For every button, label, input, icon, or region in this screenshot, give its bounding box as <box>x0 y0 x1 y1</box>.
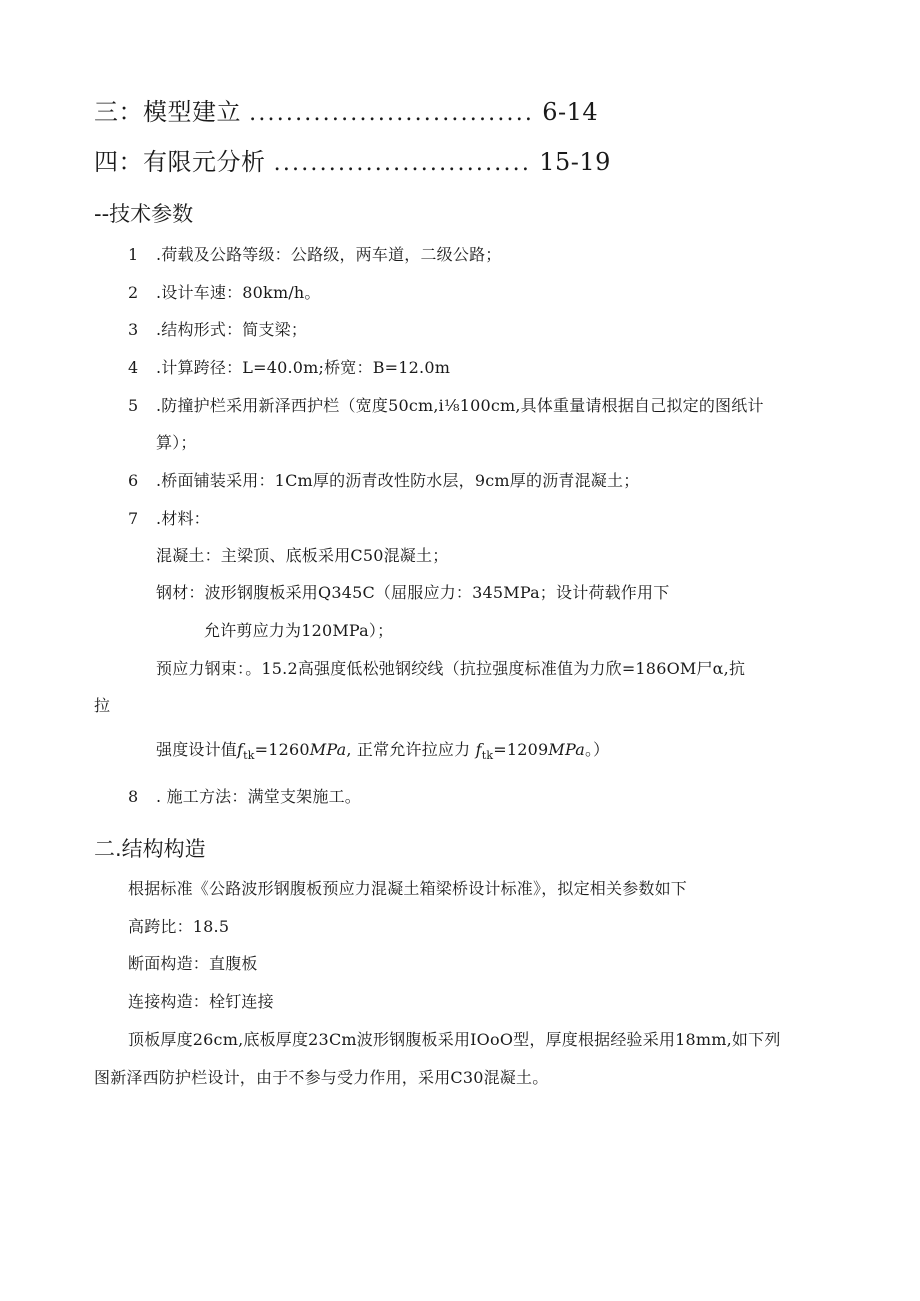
item-number: 3 <box>128 320 139 339</box>
item-text: .计算跨径：L=40.0m;桥宽：B=12.0m <box>156 358 451 377</box>
item-number: 6 <box>128 471 139 490</box>
item-number: 5 <box>128 396 139 415</box>
structure-intro: 根据标准《公路波形钢腹板预应力混凝土箱梁桥设计标准》，拟定相关参数如下 <box>128 879 688 898</box>
f-symbol: f <box>475 740 482 759</box>
structure-paragraph-cont: 图新泽西防护栏设计，由于不参与受力作用，采用C30混凝土。 <box>94 1068 549 1087</box>
list-item <box>128 280 321 303</box>
toc-label: 三：模型建立 <box>94 98 241 126</box>
material-steel-cont: 允许剪应力为120MPa）； <box>204 621 394 640</box>
list-item <box>128 317 307 340</box>
item-number: 7 <box>128 509 139 528</box>
structure-section: 断面构造：直腹板 <box>128 954 258 973</box>
section-heading-structure: 二.结构构造 <box>94 837 206 861</box>
item-number: 8 <box>128 787 139 806</box>
list-item <box>128 355 450 378</box>
item-text: .防撞护栏采用新泽西护栏（宽度50cm,i⅛100cm,具体重量请根据自己拟定的图纸计 <box>156 396 764 415</box>
item-text: .荷载及公路等级：公路级，两车道，二级公路； <box>156 245 502 264</box>
list-item <box>128 393 764 416</box>
item-text: .材料： <box>156 509 210 528</box>
section-heading-tech-params: --技术参数 <box>94 202 194 226</box>
structure-connection: 连接构造：栓钉连接 <box>128 992 274 1011</box>
design-value-2: =1209 <box>493 740 549 759</box>
material-prestress-cont: 拉 <box>94 696 111 715</box>
list-item <box>128 468 639 491</box>
list-item <box>128 784 361 807</box>
design-strength-line <box>156 737 609 762</box>
unit: MPa <box>309 740 347 759</box>
toc-leader: ............................... <box>249 101 535 126</box>
toc-entry-model <box>94 92 598 127</box>
toc-label: 四：有限元分析 <box>94 148 266 176</box>
design-label-2: , 正常允许拉应力 <box>346 740 471 759</box>
item-text: .桥面铺装采用：1Cm厚的沥青改性防水层，9cm厚的沥青混凝土； <box>156 471 640 490</box>
item-number: 2 <box>128 283 139 302</box>
item-text: .结构形式：简支梁； <box>156 320 308 339</box>
toc-pages: 15-19 <box>539 148 611 176</box>
f-symbol: f <box>237 740 244 759</box>
list-item <box>128 506 210 529</box>
toc-leader: ............................ <box>273 151 532 176</box>
material-prestress: 预应力钢束：。15.2高强度低松弛钢绞线（抗拉强度标准值为力欣=186OM尸α,抗 <box>156 659 746 678</box>
material-steel: 钢材：波形钢腹板采用Q345C（屈服应力：345MPa；设计荷载作用下 <box>156 583 670 602</box>
item-number: 4 <box>128 358 139 377</box>
f-subscript: tk <box>243 749 255 763</box>
f-subscript: tk <box>481 749 494 763</box>
unit: MPa <box>548 740 585 759</box>
toc-pages: 6-14 <box>542 98 599 126</box>
structure-paragraph: 顶板厚度26cm,底板厚度23Cm波形钢腹板采用IOoO型，厚度根据经验采用18mm,如下列 <box>128 1030 781 1049</box>
item-number: 1 <box>128 245 139 264</box>
list-item-continuation: 算）； <box>156 433 197 452</box>
design-end: 。） <box>584 740 610 759</box>
design-value: =1260 <box>254 740 310 759</box>
item-text: .设计车速：80km∕h。 <box>156 283 321 302</box>
item-text: . 施工方法：满堂支架施工。 <box>156 787 361 806</box>
material-concrete: 混凝土：主梁顶、底板采用C50混凝土； <box>156 546 449 565</box>
design-label: 强度设计值 <box>156 740 238 759</box>
list-item <box>128 242 502 265</box>
structure-ratio: 高跨比：18.5 <box>128 917 230 936</box>
toc-entry-fea <box>94 142 611 177</box>
